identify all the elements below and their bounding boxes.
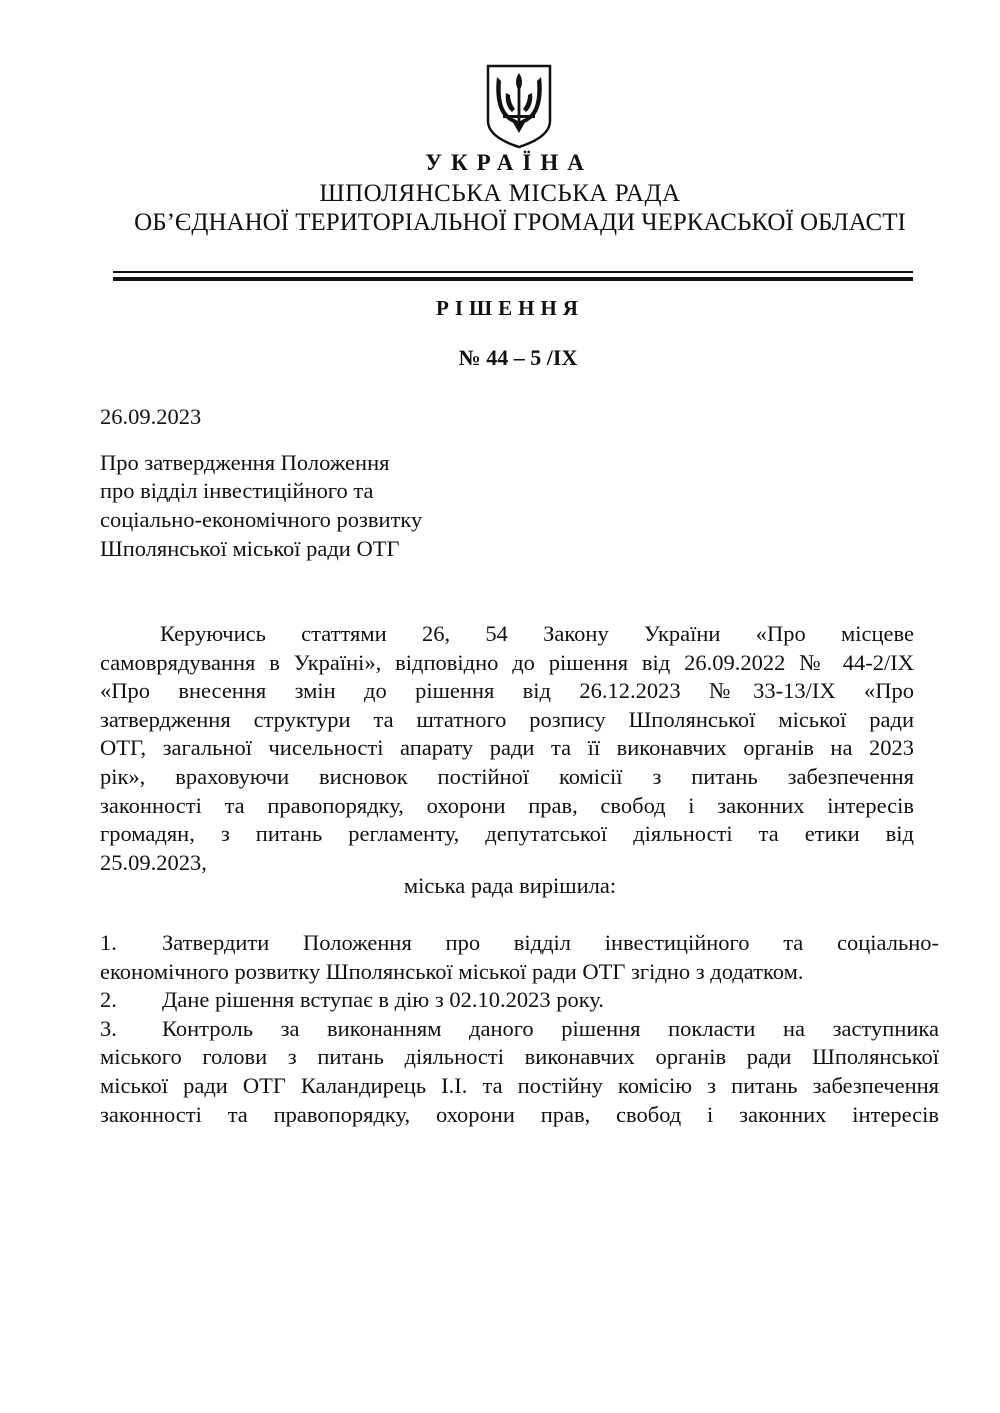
paragraph-line: 25.09.2023, [100, 849, 207, 875]
item-text: Контроль за виконанням даного рішення покласти на заступника [162, 1015, 939, 1041]
paragraph-line: самоврядування в Україні», відповідно до рішення від 26.09.2022 № 44-2/IX [100, 649, 914, 675]
subject-line: соціально-економічного розвитку [100, 507, 423, 532]
paragraph-line: Керуючись статтями 26, 54 Закону України «Про місцеве [160, 621, 914, 646]
legal-basis-paragraph [100, 620, 914, 877]
item-text: законності та правопорядку, охорони прав, свобод і законних інтересів [100, 1101, 939, 1127]
paragraph-line: ОТГ, загальної чисельності апарату ради та її виконавчих органів на 2023 [100, 735, 914, 761]
paragraph-line: «Про внесення змін до рішення від 26.12.2023 №33-13/IX «Про [100, 678, 914, 704]
item-number: 1. [100, 930, 117, 955]
header-divider-thin [113, 271, 913, 273]
paragraph-line: законності та правопорядку, охорони прав, свобод і законних інтересів [100, 792, 914, 818]
item-number: 2. [100, 987, 117, 1013]
decision-date: 26.09.2023 [100, 404, 202, 429]
paragraph-line: затвердження структури та штатного розпису Шполянської міської ради [100, 706, 914, 732]
resolution-statement: міська рада вирішила: [403, 873, 617, 898]
council-heading: ШПОЛЯНСЬКА МІСЬКА РАДА [319, 180, 681, 207]
subject-line: Шполянської міської ради ОТГ [100, 536, 400, 561]
subject-line: Про затвердження Положення [100, 450, 390, 475]
paragraph-line: громадян, з питань регламенту, депутатської діяльності та етики від [100, 821, 914, 847]
coat-of-arms-icon [485, 63, 553, 149]
list-item [100, 929, 939, 958]
item-text: Дане рішення вступає в дію з 02.10.2023 року. [162, 987, 604, 1013]
resolution-items [100, 929, 939, 1129]
item-text: міської ради ОТГ Каландирець І.І. та постійну комісію з питань забезпечення [100, 1072, 939, 1098]
item-number: 3. [100, 1015, 117, 1041]
country-heading: УКРАЇНА [425, 150, 593, 175]
list-item [100, 986, 939, 1015]
decision-title: РІШЕННЯ [436, 296, 584, 320]
list-item [100, 1015, 939, 1044]
subject-line: про відділ інвестиційного та [100, 478, 374, 503]
region-heading: ОБ’ЄДНАНОЇ ТЕРИТОРІАЛЬНОЇ ГРОМАДИ ЧЕРКАСЬКОЇ ОБЛАСТІ [134, 209, 906, 236]
trident-emblem-icon [485, 63, 553, 149]
paragraph-line: рік», враховуючи висновок постійної комісії з питань забезпечення [100, 763, 914, 789]
item-text: економічного розвитку Шполянської міської ради ОТГ згідно з додатком. [100, 958, 804, 984]
decision-number: № 44 – 5 /IX [458, 345, 578, 370]
item-text: Затвердити Положення про відділ інвестиційного та соціально- [162, 930, 939, 955]
item-text: міського голови з питань діяльності виконавчих органів ради Шполянської [100, 1044, 939, 1070]
header-divider-thick [113, 277, 913, 281]
